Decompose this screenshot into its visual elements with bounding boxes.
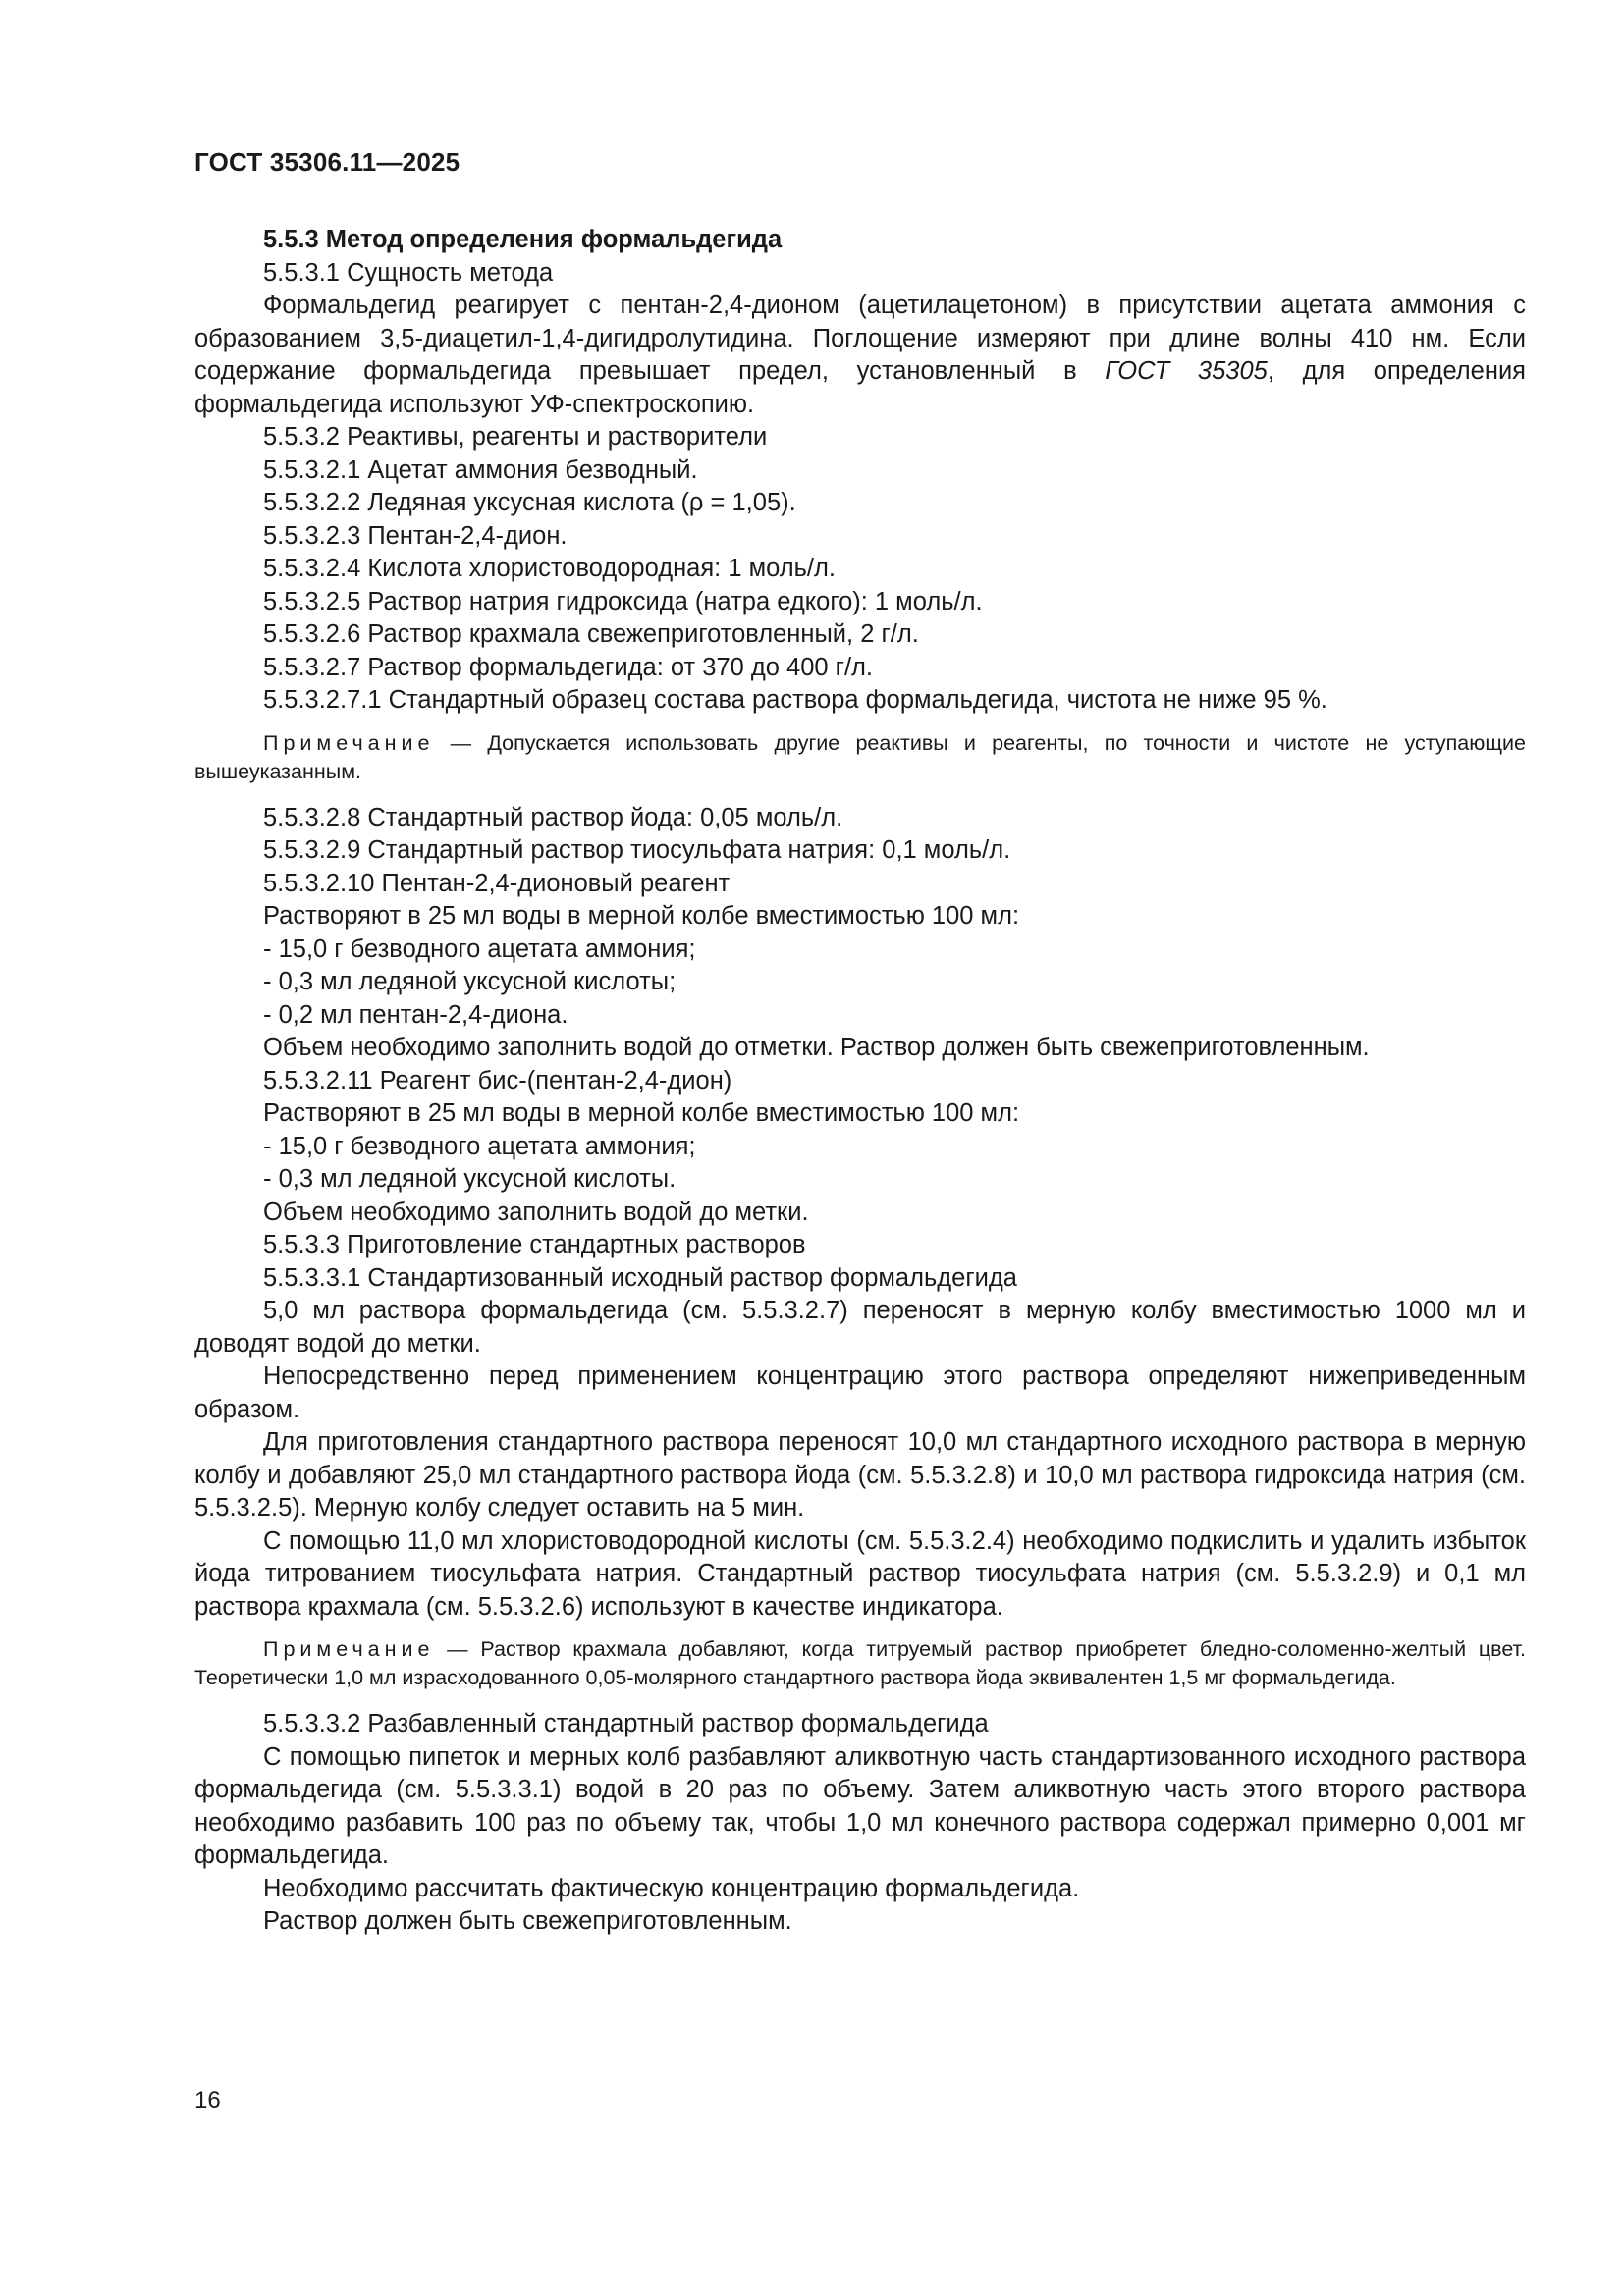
- list-item: 5.5.3.2.6 Раствор крахмала свежеприготовленный, 2 г/л.: [263, 620, 919, 648]
- paragraph: Растворяют в 25 мл воды в мерной колбе вместимостью 100 мл:: [263, 1099, 1020, 1127]
- paragraph: Растворяют в 25 мл воды в мерной колбе вместимостью 100 мл:: [263, 902, 1020, 930]
- paragraph: Формальдегид реагирует с пентан-2,4-дионом (ацетилацетоном) в присутствии ацетата аммония с образованием 3,5-диацетил-1,4-дигидролутидина. Поглощение измеряют при длине волны 410 нм. Если содержание формальдегида превышает предел, установленный в ГОСТ 35305, для определения формальдегида используют УФ-спектроскопию.: [194, 292, 1526, 418]
- list-item: 5.5.3.2.7 Раствор формальдегида: от 370 до 400 г/л.: [263, 653, 874, 681]
- list-item: 5.5.3.2.11 Реагент бис-(пентан-2,4-дион): [263, 1066, 732, 1095]
- standard-reference: ГОСТ 35305: [1105, 357, 1268, 385]
- subsection-title: 5.5.3.3.1 Стандартизованный исходный раствор формальдегида: [263, 1263, 1017, 1292]
- list-item: 5.5.3.2.9 Стандартный раствор тиосульфата натрия: 0,1 моль/л.: [263, 836, 1011, 864]
- paragraph: С помощью пипеток и мерных колб разбавляют аликвотную часть стандартизованного исходного раствора формальдегида (см. 5.5.3.3.1) водой в 20 раз по объему. Затем аликвотную часть этого второго раствора необходимо разбавить 100 раз по объему так, чтобы 1,0 мл конечного раствора содержал примерно 0,001 мг формальдегида.: [194, 1742, 1526, 1869]
- list-item: 5.5.3.2.3 Пентан-2,4-дион.: [263, 521, 568, 550]
- dash-item: - 0,3 мл ледяной уксусной кислоты.: [263, 1165, 677, 1193]
- paragraph: Объем необходимо заполнить водой до метки.: [263, 1198, 809, 1226]
- section-title: 5.5.3 Метод определения формальдегида: [263, 226, 783, 253]
- subsection-title: 5.5.3.1 Сущность метода: [263, 258, 554, 287]
- page-number: 16: [194, 2087, 221, 2113]
- dash-item: - 0,2 мл пентан-2,4-диона.: [263, 1000, 568, 1029]
- document-body: [194, 224, 1526, 1939]
- document-header: ГОСТ 35306.11—2025: [194, 147, 460, 177]
- dash-item: - 15,0 г безводного ацетата аммония;: [263, 934, 696, 963]
- dash-item: - 15,0 г безводного ацетата аммония;: [263, 1132, 696, 1160]
- paragraph: Раствор должен быть свежеприготовленным.: [263, 1907, 792, 1935]
- subsection-title: 5.5.3.3 Приготовление стандартных растворов: [263, 1231, 806, 1258]
- list-item: 5.5.3.2.4 Кислота хлористоводородная: 1 моль/л.: [263, 555, 836, 582]
- subsection-title: 5.5.3.3.2 Разбавленный стандартный раствор формальдегида: [263, 1710, 989, 1737]
- paragraph: Объем необходимо заполнить водой до отметки. Раствор должен быть свежеприготовленным.: [263, 1034, 1370, 1061]
- paragraph: С помощью 11,0 мл хлористоводородной кислоты (см. 5.5.3.2.4) необходимо подкислить и удалить избыток йода титрованием тиосульфата натрия. Стандартный раствор тиосульфата натрия (см. 5.5.3.2.9) и 0,1 мл раствора крахмала (см. 5.5.3.2.6) используют в качестве индикатора.: [194, 1526, 1526, 1621]
- list-item: 5.5.3.2.2 Ледяная уксусная кислота (ρ = 1,05).: [263, 489, 796, 516]
- paragraph: 5,0 мл раствора формальдегида (см. 5.5.3.2.7) переносят в мерную колбу вместимостью 1000 мл и доводят водой до метки.: [194, 1297, 1526, 1358]
- list-item: 5.5.3.2.5 Раствор натрия гидроксида (натра едкого): 1 моль/л.: [263, 587, 983, 615]
- paragraph: Для приготовления стандартного раствора переносят 10,0 мл стандартного исходного раствора в мерную колбу и добавляют 25,0 мл стандартного раствора йода (см. 5.5.3.2.8) и 10,0 мл раствора гидроксида натрия (см. 5.5.3.2.5). Мерную колбу следует оставить на 5 мин.: [194, 1428, 1526, 1522]
- subsection-title: 5.5.3.2 Реактивы, реагенты и растворители: [263, 423, 768, 451]
- note: Примечание — Раствор крахмала добавляют, когда титруемый раствор приобретет бледно-соломенно-желтый цвет. Теоретически 1,0 мл израсходованного 0,05-молярного стандартного раствора йода эквивалентен 1,5 мг формальдегида.: [194, 1637, 1526, 1689]
- note: Примечание — Допускается использовать другие реактивы и реагенты, по точности и чистоте не уступающие вышеуказанным.: [194, 730, 1526, 783]
- paragraph: Непосредственно перед применением концентрацию этого раствора определяют нижеприведенным образом.: [194, 1362, 1526, 1423]
- list-item: 5.5.3.2.10 Пентан-2,4-дионовый реагент: [263, 869, 731, 897]
- list-item: 5.5.3.2.1 Ацетат аммония безводный.: [263, 455, 698, 484]
- paragraph: Необходимо рассчитать фактическую концентрацию формальдегида.: [263, 1874, 1080, 1902]
- list-item: 5.5.3.2.8 Стандартный раствор йода: 0,05 моль/л.: [263, 803, 843, 831]
- note-label: Примечание: [263, 1637, 435, 1661]
- dash-item: - 0,3 мл ледяной уксусной кислоты;: [263, 968, 677, 995]
- list-item: 5.5.3.2.7.1 Стандартный образец состава раствора формальдегида, чистота не ниже 95 %.: [263, 686, 1327, 714]
- note-label: Примечание: [263, 730, 435, 755]
